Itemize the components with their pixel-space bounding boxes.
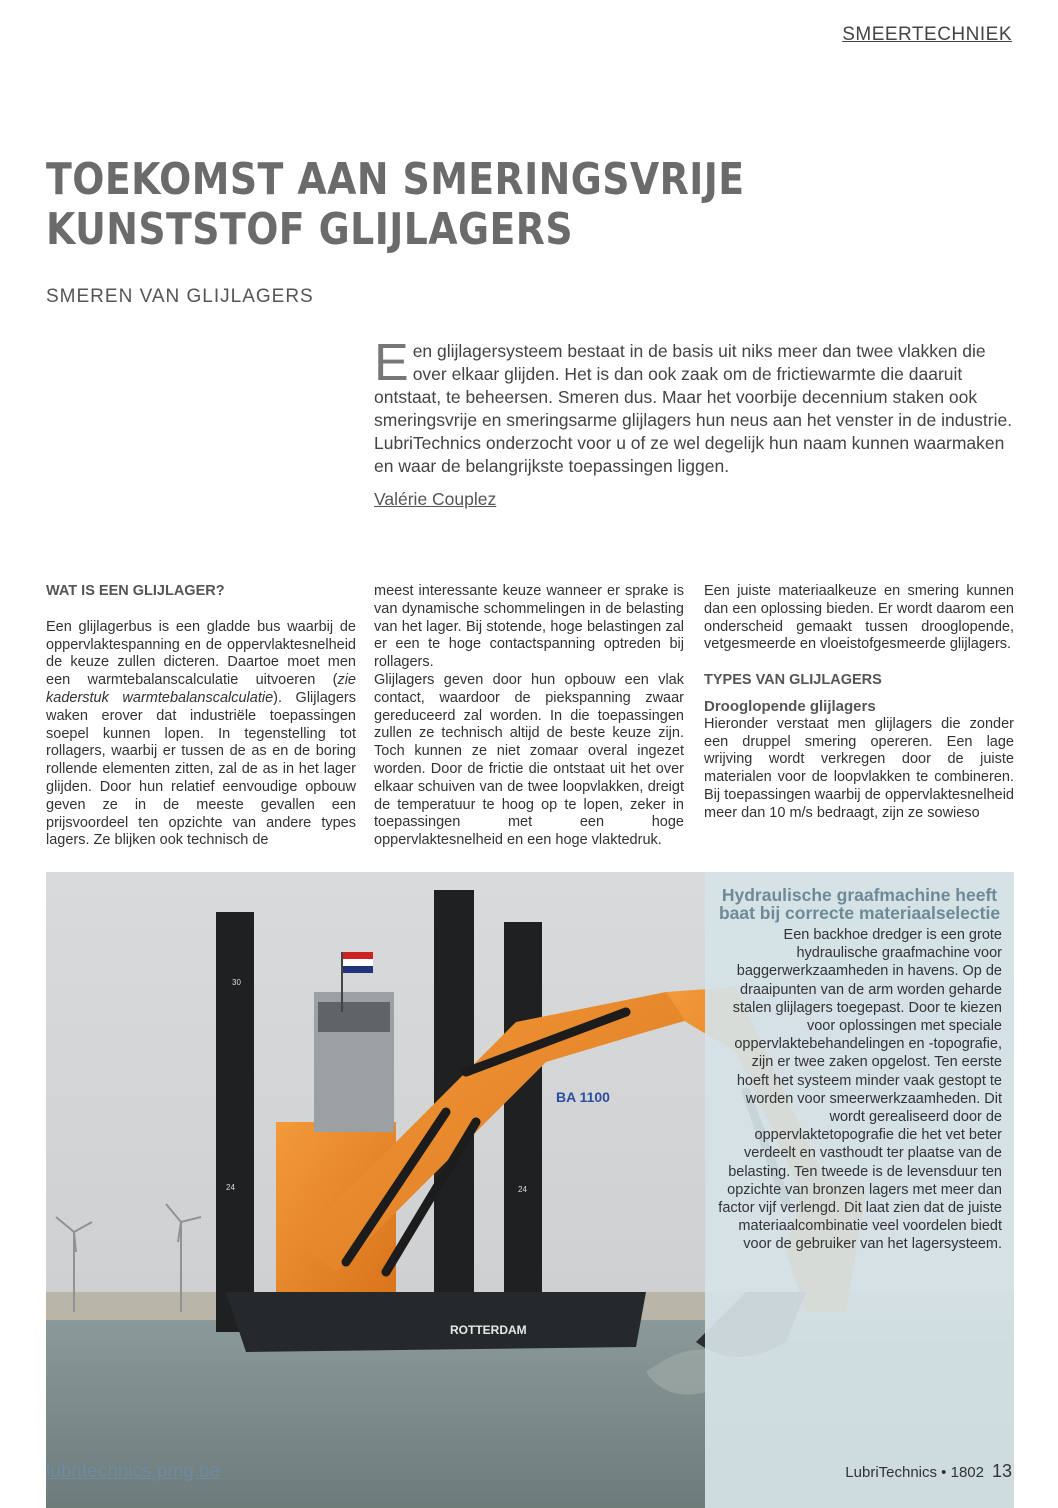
title-line-1: TOEKOMST AAN SMERINGSVRIJE (46, 154, 745, 205)
body-paragraph: Glijlagers geven door hun opbouw een vlak contact, waardoor de piekspanning zwaar gereduceerd zal worden. In die toepassingen zullen ze technisch altijd de beste keuze zijn. Toch kunnen ze niet zomaar overal ingezet worden. Door de frictie die ontstaat uit het over elkaar schuiven van de twee loopvlakken, dreigt de temperatuur te hoog op te lopen, zeker in toepassingen met een hoge oppervlaktesnelheid en een hoge vlaktedruk. (374, 671, 684, 849)
body-paragraph (46, 619, 356, 850)
hull-label: ROTTERDAM (450, 1323, 527, 1337)
spud-mark: 24 (226, 1183, 235, 1192)
section-heading: TYPES VAN GLIJLAGERS (704, 672, 882, 689)
dredger-hull (226, 1292, 646, 1352)
intro-text: en glijlagersysteem bestaat in de basis uit niks meer dan twee vlakken die over elkaar glijden. Het is dan ook zaak om de frictiewarmte die daaruit ontstaat, te beheersen. Smeren dus. Maar het voorbije decennium staken ook smeringsvrije en smeringsarme glijlagers hun neus aan het venster in de industrie. LubriTechnics onderzocht voor u of ze wel degelijk hun naam kunnen waarmaken en waar de belangrijkste toepassingen liggen. (374, 341, 1013, 476)
intro-paragraph (374, 334, 1022, 478)
body-paragraph: Hieronder verstaat men glijlagers die zonder een druppel smering opereren. Een lage wrijving wordt verkregen door de juiste materialen voor de loopvlakken te combineren. Bij toepassingen waarbij de oppervlaktesnelheid meer dan 10 m/s bedraagt, zijn ze sowieso (704, 715, 1014, 821)
article-title (46, 155, 820, 255)
author-name: Valérie Couplez (374, 489, 497, 509)
footer-website-link[interactable]: lubritechnics.pmg.be (46, 1461, 221, 1482)
body-text: ). Glijlagers waken erover dat industriële toepassingen soepel kunnen lopen. In tegenstelling tot rollagers, waarbij er tussen de as en de boring rollende elementen zitten, zal de as in het lager glijden. Door hun relatief eenvoudige opbouw geven ze in de meeste gevallen een prijsvoordeel ten opzichte van andere types lagers. Ze blijken ook technisch de (46, 689, 356, 849)
section-tag: SMEERTECHNIEK (842, 24, 1012, 45)
article-subtitle: SMEREN VAN GLIJLAGERS (46, 286, 314, 307)
arm-label: BA 1100 (556, 1089, 610, 1105)
spud-mark: 24 (518, 1185, 527, 1194)
sidebar-box (705, 872, 1014, 1508)
title-line-2: KUNSTSTOF GLIJLAGERS (46, 204, 574, 255)
body-text: Een glijlagerbus is een gladde bus waarbij de oppervlaktespanning en de oppervlaktesnelheid de keuze zullen dicteren. Daartoe moet men een warmtebalanscalculatie uitvoeren ( (46, 618, 356, 689)
page-number: 13 (991, 1461, 1012, 1481)
magazine-issue: LubriTechnics • 1802 (845, 1464, 984, 1481)
drop-cap: E (374, 334, 409, 392)
spud-mark: 30 (232, 978, 241, 987)
body-paragraph: Een juiste materiaalkeuze en smering kunnen dan een oplossing bieden. Er wordt daarom een onderscheid gemaakt tussen drooglopende, vetgesmeerde en vloeistofgesmeerde glijlagers. (704, 583, 1014, 653)
column-3 (704, 583, 1014, 823)
body-paragraph: meest interessante keuze wanneer er sprake is van dynamische schommelingen in de belasting van het lager. Bij stotende, hoge belastingen zal er een te hoge contactspanning optreden bij rollagers. (374, 583, 684, 671)
column-2 (374, 583, 684, 850)
body-text-italic: zie kaderstuk warmtebalanscalculatie (46, 672, 356, 706)
sub-heading: Drooglopende glijlagers (704, 697, 876, 715)
column-1 (46, 583, 356, 850)
sidebar-title: Hydraulische graafmachine heeft baat bij correcte materiaalselectie (718, 885, 1001, 923)
section-heading: WAT IS EEN GLIJLAGER? (46, 583, 225, 599)
sidebar-body: Een backhoe dredger is een grote hydraulische graafmachine voor baggerwerkzaamheden in havens. Op de draaipunten van de arm worden geharde stalen glijlagers toegepast. Door te kiezen voor oplossingen met speciale oppervlaktebehandelingen en -topografie, zijn er twee zaken opgelost. Ten eerste hoeft het systeem minder vaak gestopt te worden voor smeerwerkzaamheden. Dit wordt gerealiseerd door de oppervlaktetopografie die het vet beter verdeelt en vasthoudt ter plaatse van de belasting. Ten tweede is de levensduur ten opzichte van bronzen lagers met meer dan factor vijf verlengd. Dit laat zien dat de juiste materiaalcombinatie veel voordelen biedt voor de gebruiker van het lagersysteem. (718, 927, 1002, 1253)
footer-magazine-info (845, 1461, 1012, 1482)
